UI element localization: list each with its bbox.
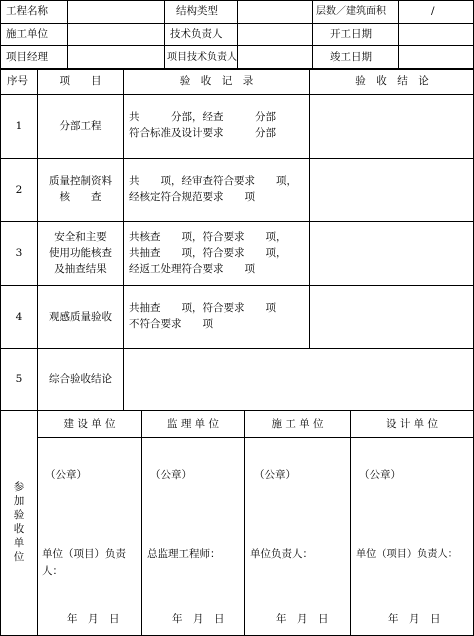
divider — [0, 410, 474, 411]
row-3-item-line-1: 安全和主要 — [54, 231, 107, 243]
row-5-no: 5 — [15, 373, 23, 385]
row-3-item-line-3: 及抽查结果 — [54, 263, 107, 275]
unit-construction-seal: （公章） — [45, 469, 87, 481]
divider — [350, 410, 351, 636]
divider — [244, 410, 245, 636]
unit-design-signer: 单位（项目）负责人： — [356, 549, 458, 560]
signoff-side-label: 参加验收单位 — [13, 481, 25, 563]
row-3-item-line-2: 使用功能核查 — [49, 247, 112, 259]
row-3-no: 3 — [15, 247, 23, 259]
divider — [67, 0, 68, 69]
col-conclusion-header: 验 收 结 论 — [355, 75, 429, 87]
unit-supervision-title: 监 理 单 位 — [166, 418, 219, 430]
row-4-record-line-1: 共抽查 项，符合要求 项 — [129, 302, 276, 314]
row-2-record-line-2: 经核定符合规范要求 项 — [129, 191, 255, 203]
tech-lead-label: 技术负责人 — [170, 28, 223, 40]
unit-design-title: 设 计 单 位 — [385, 418, 438, 430]
project-name-label: 工程名称 — [6, 5, 48, 17]
start-date-label: 开工日期 — [330, 28, 372, 40]
row-1-record-line-1: 共 分部，经查 分部 — [129, 111, 276, 123]
completion-date-label: 竣工日期 — [330, 51, 372, 63]
divider — [0, 285, 474, 286]
divider — [123, 69, 124, 411]
unit-contractor-date: 年 月 日 — [276, 613, 329, 625]
divider — [0, 221, 474, 222]
row-3-record-line-1: 共核查 项，符合要求 项， — [129, 231, 287, 243]
unit-construction-signer-2: 人： — [42, 565, 63, 577]
col-record-header: 验 收 记 录 — [179, 75, 254, 87]
row-1-item: 分部工程 — [59, 120, 102, 132]
divider — [312, 0, 313, 69]
project-tech-lead-label: 项目技术负责人 — [167, 52, 237, 63]
divider — [309, 69, 310, 349]
divider — [141, 410, 142, 636]
unit-contractor-seal: （公章） — [254, 469, 296, 481]
unit-contractor-signer: 单位负责人： — [250, 548, 313, 560]
row-2-no: 2 — [15, 184, 23, 196]
col-item-header: 项 目 — [59, 75, 102, 87]
row-3-record-line-2: 共抽查 项，符合要求 项， — [129, 247, 287, 259]
unit-supervision-seal: （公章） — [150, 469, 192, 481]
unit-contractor-title: 施 工 单 位 — [271, 418, 324, 430]
row-2-item-line-2: 核 查 — [59, 191, 102, 203]
divider — [398, 0, 399, 69]
divider — [0, 94, 474, 95]
slash: / — [431, 5, 435, 17]
row-4-no: 4 — [15, 311, 23, 323]
row-4-item: 观感质量验收 — [49, 311, 112, 323]
unit-construction-date: 年 月 日 — [67, 613, 120, 625]
divider — [37, 410, 38, 636]
unit-supervision-date: 年 月 日 — [172, 613, 225, 625]
divider — [164, 0, 165, 69]
row-5-item: 综合验收结论 — [49, 373, 112, 385]
unit-design-seal: （公章） — [359, 469, 401, 481]
row-3-record-line-3: 经返工处理符合要求 项 — [129, 263, 255, 275]
construction-unit-label: 施工单位 — [6, 28, 48, 40]
structure-type-label: 结构类型 — [176, 5, 218, 17]
row-4-record-line-2: 不符合要求 项 — [129, 318, 213, 330]
unit-construction-title: 建 设 单 位 — [63, 418, 116, 430]
divider — [0, 158, 474, 159]
row-2-record-line-1: 共 项，经审查符合要求 项， — [129, 175, 297, 187]
row-2-item-line-1: 质量控制资料 — [49, 175, 112, 187]
project-manager-label: 项目经理 — [6, 51, 48, 63]
floors-area-label: 层数／建筑面积 — [316, 6, 386, 17]
divider — [37, 437, 474, 438]
unit-construction-signer: 单位（项目）负责 — [42, 548, 126, 560]
divider — [0, 348, 474, 349]
row-1-record-line-2: 符合标准及设计要求 分部 — [129, 127, 276, 139]
unit-design-date: 年 月 日 — [388, 613, 441, 625]
unit-supervision-signer: 总监理工程师： — [147, 548, 221, 560]
col-no-header: 序号 — [7, 75, 28, 87]
row-1-no: 1 — [15, 120, 23, 132]
divider — [237, 0, 238, 69]
